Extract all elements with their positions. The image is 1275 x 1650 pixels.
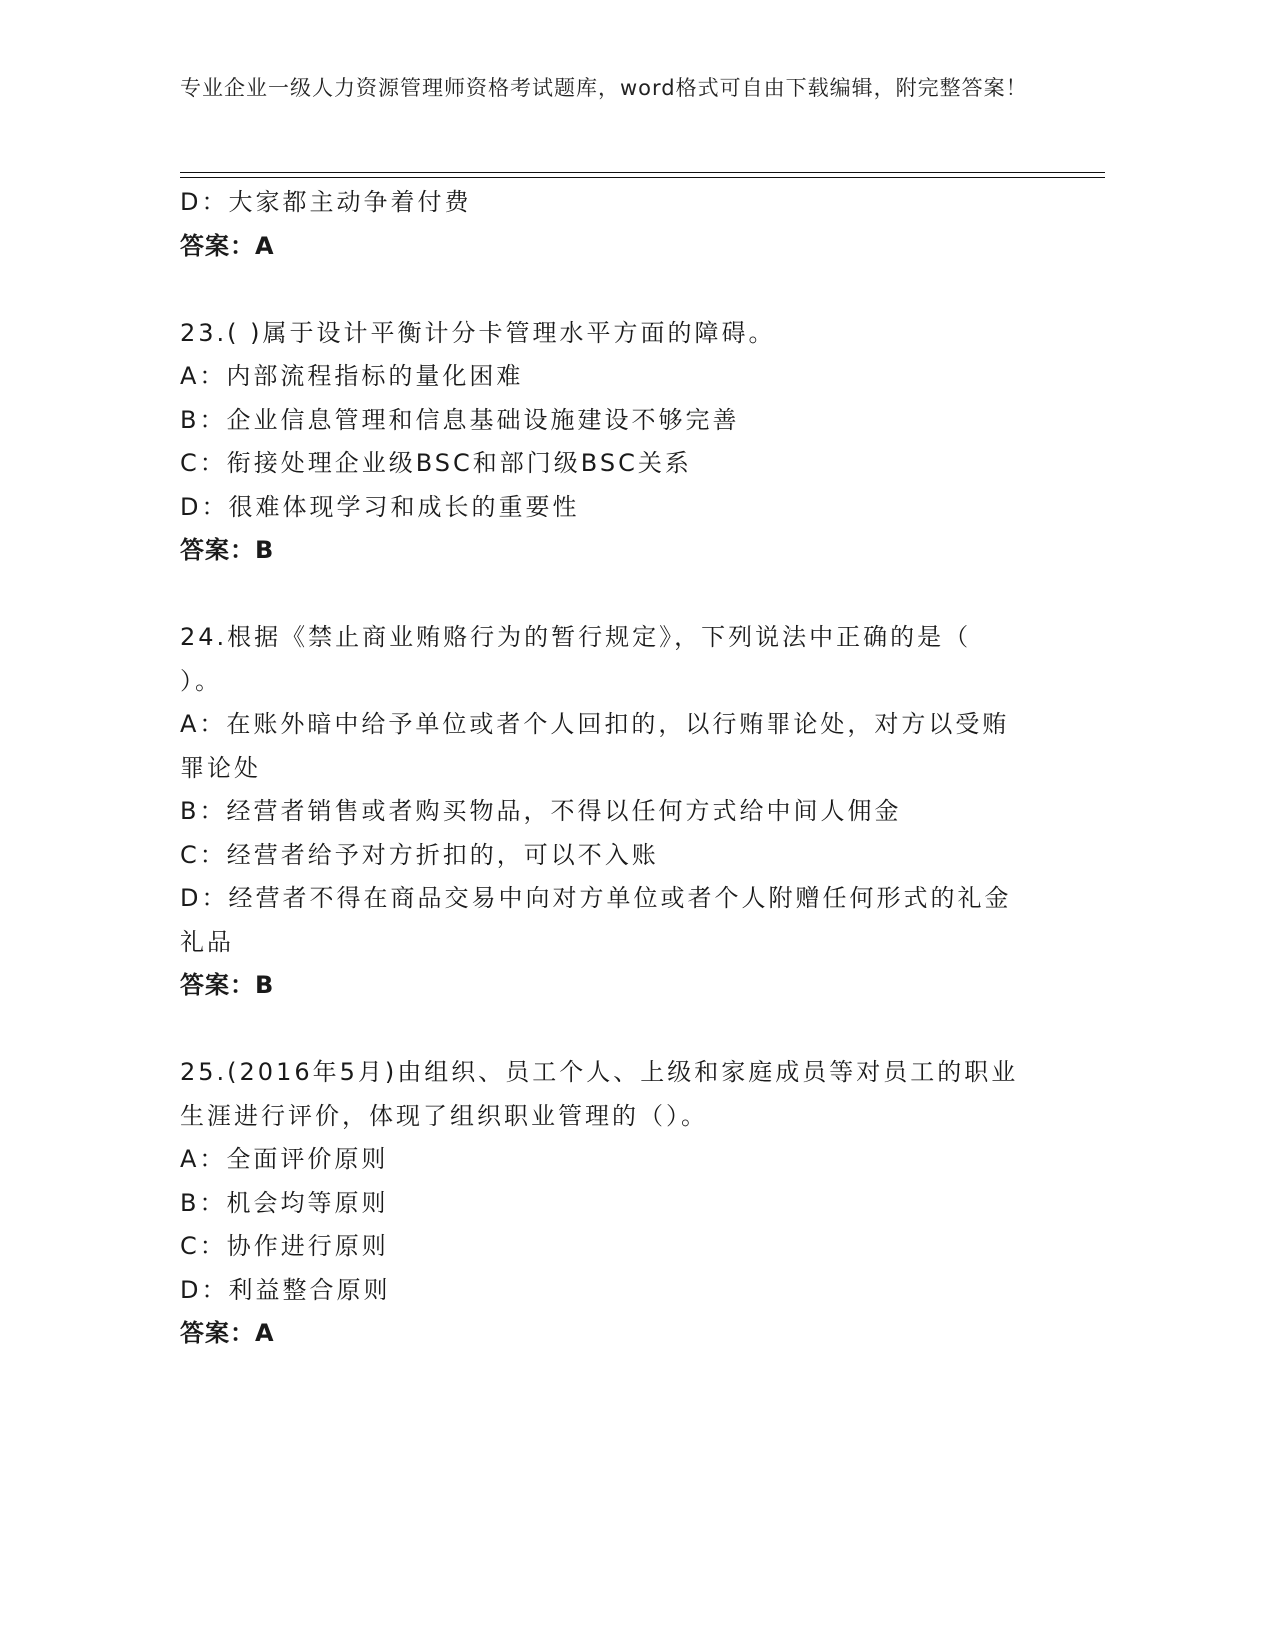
option-a-line-1: A：在账外暗中给予单位或者个人回扣的，以行贿罪论处，对方以受贿 <box>180 710 1010 738</box>
question-block-23 <box>180 312 1040 573</box>
answer-line: 答案：B <box>180 536 275 564</box>
header-divider-bottom <box>180 177 1105 178</box>
answer-line: 答案：A <box>180 231 275 260</box>
question-block-25 <box>180 1051 1040 1356</box>
option-d-line-1: D：经营者不得在商品交易中向对方单位或者个人附赠任何形式的礼金 <box>180 884 1012 912</box>
question-block-24 <box>180 616 1040 1008</box>
option-b: B：企业信息管理和信息基础设施建设不够完善 <box>180 405 740 434</box>
option-d: D：很难体现学习和成长的重要性 <box>180 492 580 521</box>
question-list <box>180 181 1040 1356</box>
spacer <box>180 1008 1040 1052</box>
option-d-line-2: 礼品 <box>180 927 234 956</box>
option-b: B：经营者销售或者购买物品，不得以任何方式给中间人佣金 <box>180 797 902 825</box>
page-header: 专业企业一级人力资源管理师资格考试题库，word格式可自由下载编辑，附完整答案！ <box>180 76 1028 100</box>
option-d: D：利益整合原则 <box>180 1275 391 1304</box>
option-c: C：衔接处理企业级BSC和部门级BSC关系 <box>180 449 692 477</box>
header-divider-top <box>180 172 1105 173</box>
question-text: 23.( )属于设计平衡计分卡管理水平方面的障碍。 <box>180 318 776 347</box>
option-a-line-2: 罪论处 <box>180 753 261 782</box>
question-text-line-1: 24.根据《禁止商业贿赂行为的暂行规定》，下列说法中正确的是（ <box>180 623 972 651</box>
option-b: B：机会均等原则 <box>180 1188 389 1217</box>
answer-line: 答案：A <box>180 1319 275 1347</box>
question-text-line-1: 25.(2016年5月)由组织、员工个人、上级和家庭成员等对员工的职业 <box>180 1058 1019 1086</box>
answer-line: 答案：B <box>180 971 275 999</box>
option-a: A：内部流程指标的量化困难 <box>180 362 524 390</box>
option-c: C：经营者给予对方折扣的，可以不入账 <box>180 840 659 869</box>
option-a: A：全面评价原则 <box>180 1145 389 1173</box>
option-d: D：大家都主动争着付费 <box>180 188 472 216</box>
option-c: C：协作进行原则 <box>180 1232 389 1260</box>
spacer <box>180 573 1040 617</box>
spacer <box>180 268 1040 312</box>
question-text-line-2: 生涯进行评价，体现了组织职业管理的（）。 <box>180 1101 708 1130</box>
question-block-22 <box>180 181 1040 268</box>
question-text-line-2: ）。 <box>180 666 222 695</box>
